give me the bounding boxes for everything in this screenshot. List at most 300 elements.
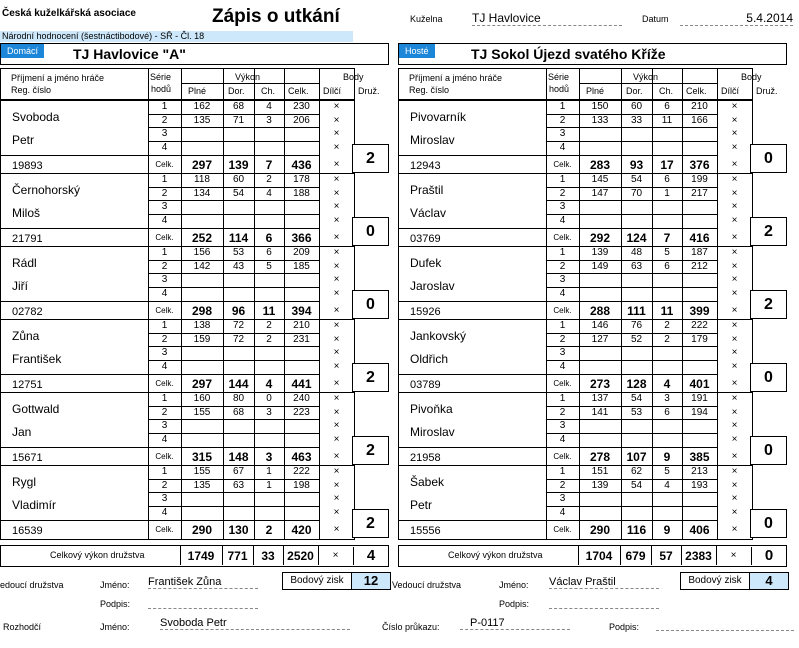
leader-name-label: Jméno: — [499, 580, 529, 590]
x-mark: × — [333, 378, 340, 389]
total-sum: 416 — [689, 231, 710, 245]
x-mark: × — [731, 101, 738, 112]
total-line — [399, 228, 717, 229]
summary-total: 2520 — [287, 549, 314, 563]
player-firstname: Petr — [12, 133, 35, 147]
series-number: 1 — [161, 393, 168, 404]
full-value: 139 — [591, 247, 609, 258]
leader-name-field: Václav Praštil — [549, 576, 659, 589]
x-mark: × — [731, 114, 738, 126]
x-mark: × — [731, 232, 738, 243]
series-number: 1 — [559, 393, 566, 404]
clear-value: 54 — [232, 187, 245, 199]
series-number: 4 — [559, 141, 566, 153]
player-surname: Černohorský — [12, 183, 81, 197]
x-mark: × — [731, 393, 738, 404]
full-value: 159 — [193, 333, 211, 345]
card-number-field: P-0117 — [460, 617, 570, 630]
total-full: 290 — [191, 523, 213, 537]
leader-sign-field — [549, 595, 659, 609]
player-reg-number: 15926 — [410, 306, 441, 318]
total-clear: 111 — [627, 304, 646, 318]
x-mark: × — [333, 320, 340, 331]
x-mark: × — [731, 274, 738, 285]
player-surname: Rádl — [12, 256, 37, 270]
series-number: 1 — [559, 174, 566, 185]
player-surname: Zůna — [12, 329, 40, 343]
referee-name-label: Jméno: — [100, 622, 130, 632]
clear-value: 33 — [630, 114, 643, 126]
player-points-box: 0 — [750, 363, 787, 392]
total-miss: 11 — [262, 304, 276, 318]
player-firstname: Petr — [410, 498, 433, 512]
full-value: 118 — [194, 174, 210, 185]
total-value: 240 — [293, 393, 310, 404]
clear-value: 54 — [630, 174, 643, 185]
total-value: 230 — [293, 101, 310, 112]
player-points-box: 0 — [750, 436, 787, 465]
total-value: 222 — [691, 320, 708, 331]
clear-value: 48 — [630, 247, 643, 258]
total-value: 194 — [691, 406, 708, 418]
clear-value: 70 — [630, 187, 643, 199]
player-reg-number: 21958 — [410, 452, 441, 464]
player-table — [0, 68, 355, 540]
player-points-box: 2 — [352, 363, 389, 392]
x-mark: × — [731, 187, 738, 199]
full-value: 134 — [193, 187, 211, 199]
total-value: 231 — [293, 333, 310, 345]
x-mark: × — [731, 320, 738, 331]
total-value: 199 — [691, 174, 708, 185]
summary-divider — [620, 545, 621, 565]
series-number: 2 — [161, 260, 168, 272]
series-number: 1 — [559, 320, 566, 331]
total-value: 188 — [293, 187, 310, 199]
org-name: Česká kuželkářská asociace — [2, 8, 136, 19]
x-mark: × — [731, 141, 738, 153]
total-miss: 4 — [663, 377, 671, 391]
player-firstname: Vladimír — [12, 498, 57, 512]
full-value: 146 — [591, 320, 609, 331]
player-firstname: Miroslav — [410, 133, 455, 147]
total-sum: 366 — [291, 231, 312, 245]
total-full: 278 — [589, 450, 611, 464]
player-table — [398, 68, 753, 540]
col-full: Plné — [586, 86, 605, 96]
total-miss: 7 — [663, 231, 671, 245]
venue-field: TJ Havlovice — [472, 11, 622, 26]
series-number: 3 — [559, 420, 566, 431]
x-mark: × — [333, 360, 340, 372]
player-firstname: Jaroslav — [410, 279, 455, 293]
x-mark: × — [333, 451, 340, 462]
total-miss: 9 — [663, 450, 671, 464]
x-mark: × — [731, 420, 738, 431]
series-number: 1 — [161, 247, 168, 258]
total-value: 206 — [293, 114, 310, 126]
player-surname: Dufek — [410, 256, 442, 270]
summary-full: 1749 — [187, 549, 215, 563]
leader-sign-label: Podpis: — [499, 599, 530, 609]
x-mark: × — [333, 260, 340, 272]
miss-value: 6 — [664, 260, 670, 272]
x-mark: × — [731, 159, 738, 170]
player-reg-number: 19893 — [12, 160, 43, 172]
total-full: 297 — [191, 377, 213, 391]
series-number: 2 — [161, 479, 168, 491]
x-mark: × — [333, 201, 340, 212]
total-sum: 394 — [291, 304, 312, 318]
full-value: 151 — [591, 466, 609, 477]
leader-sign-label: Podpis: — [100, 599, 131, 609]
series-number: 2 — [559, 479, 566, 491]
col-total: Celk. — [288, 86, 309, 96]
series-number: 4 — [559, 433, 566, 445]
col-reg: Reg. číslo — [409, 85, 450, 95]
clear-value: 68 — [232, 406, 245, 418]
player-reg-number: 02782 — [12, 306, 43, 318]
leader-label: edoucí družstva — [0, 580, 64, 590]
full-value: 127 — [591, 333, 609, 345]
player-surname: Jankovský — [410, 329, 467, 343]
clear-value: 68 — [232, 101, 245, 112]
x-mark: × — [333, 506, 340, 518]
total-label: Celk. — [155, 306, 174, 315]
x-mark: × — [731, 347, 738, 358]
x-mark: × — [731, 360, 738, 372]
x-mark: × — [731, 406, 738, 418]
total-label: Celk. — [155, 160, 174, 169]
miss-value: 4 — [266, 101, 272, 112]
leader-name-label: Jméno: — [100, 580, 130, 590]
total-line — [399, 155, 717, 156]
player-firstname: Miroslav — [410, 425, 455, 439]
total-clear: 93 — [629, 158, 644, 172]
x-mark: × — [333, 141, 340, 153]
miss-value: 2 — [664, 320, 670, 331]
series-number: 2 — [559, 333, 566, 345]
total-clear: 116 — [626, 523, 647, 537]
total-value: 193 — [691, 479, 708, 491]
x-mark: × — [333, 159, 340, 170]
player-firstname: Jan — [12, 425, 32, 439]
x-mark: × — [731, 260, 738, 272]
total-line — [1, 520, 319, 521]
total-value: 213 — [691, 466, 708, 477]
full-value: 145 — [591, 174, 609, 185]
col-series: Série — [548, 72, 570, 82]
player-firstname: Miloš — [12, 206, 41, 220]
col-total: Celk. — [686, 86, 707, 96]
col-partial: Dílčí — [721, 86, 739, 96]
x-mark: × — [731, 305, 738, 316]
miss-value: 1 — [266, 479, 272, 491]
summary-divider — [716, 545, 717, 565]
miss-value: 6 — [266, 247, 272, 258]
total-label: Celk. — [553, 452, 572, 461]
bonus-label: Bodový zisk — [680, 572, 750, 590]
x-mark: × — [333, 305, 340, 316]
summary-divider — [253, 545, 254, 565]
miss-value: 5 — [664, 466, 670, 477]
full-value: 141 — [591, 406, 609, 418]
col-miss: Ch. — [261, 86, 276, 96]
miss-value: 3 — [266, 114, 272, 126]
x-mark: × — [333, 433, 340, 445]
total-clear: 124 — [626, 231, 647, 245]
x-mark: × — [333, 247, 340, 258]
total-miss: 4 — [265, 377, 273, 391]
miss-value: 3 — [664, 393, 670, 404]
leader-name-field: František Zůna — [148, 576, 258, 589]
team-name: TJ Sokol Újezd svatého Kříže — [471, 46, 666, 62]
team-name-bar — [0, 43, 389, 65]
series-number: 4 — [161, 141, 168, 153]
x-mark: × — [333, 393, 340, 404]
series-number: 4 — [559, 360, 566, 372]
player-points-box: 0 — [750, 509, 787, 538]
series-number: 1 — [559, 101, 566, 112]
total-value: 191 — [691, 393, 708, 404]
col-partial: Dílčí — [323, 86, 341, 96]
total-line — [399, 447, 717, 448]
full-value: 162 — [193, 101, 211, 112]
total-line — [399, 374, 717, 375]
total-full: 298 — [191, 304, 213, 318]
player-points-box: 2 — [750, 217, 787, 246]
clear-value: 53 — [232, 247, 245, 258]
full-value: 139 — [591, 479, 609, 491]
clear-value: 71 — [232, 114, 245, 126]
series-number: 2 — [559, 406, 566, 418]
series-number: 1 — [559, 247, 566, 258]
total-clear: 128 — [626, 377, 647, 391]
team-tag: Hosté — [399, 44, 435, 58]
miss-value: 6 — [664, 174, 670, 185]
col-player: Příjmení a jméno hráče — [409, 73, 503, 83]
x-mark: × — [333, 187, 340, 199]
x-mark: × — [333, 420, 340, 431]
clear-value: 60 — [232, 174, 245, 185]
x-mark: × — [731, 174, 738, 185]
x-mark: × — [333, 406, 340, 418]
series-number: 3 — [559, 274, 566, 285]
series-number: 3 — [161, 493, 168, 504]
clear-value: 54 — [630, 393, 643, 404]
total-full: 288 — [589, 304, 611, 318]
total-value: 222 — [293, 466, 310, 477]
series-number: 3 — [161, 201, 168, 212]
player-firstname: František — [12, 352, 62, 366]
summary-label: Celkový výkon družstva — [448, 550, 543, 560]
x-mark: × — [333, 101, 340, 112]
total-sum: 436 — [291, 158, 312, 172]
total-full: 252 — [191, 231, 213, 245]
x-mark: × — [731, 247, 738, 258]
x-mark: × — [731, 524, 738, 535]
clear-value: 63 — [630, 260, 643, 272]
x-mark: × — [731, 466, 738, 477]
total-label: Celk. — [155, 452, 174, 461]
x-mark: × — [731, 493, 738, 504]
col-points: Body — [343, 72, 364, 82]
summary-miss: 33 — [261, 549, 275, 563]
total-clear: 144 — [228, 377, 249, 391]
full-value: 156 — [193, 247, 211, 258]
total-miss: 7 — [265, 158, 273, 172]
full-value: 135 — [193, 114, 211, 126]
series-number: 4 — [161, 360, 168, 372]
x-mark: × — [731, 287, 738, 299]
clear-value: 60 — [630, 101, 643, 112]
summary-x: × — [332, 550, 339, 561]
clear-value: 72 — [232, 333, 245, 345]
clear-value: 80 — [232, 393, 245, 404]
player-points-box: 2 — [352, 144, 389, 173]
total-line — [1, 155, 319, 156]
col-player: Příjmení a jméno hráče — [11, 73, 105, 83]
bonus-label: Bodový zisk — [282, 572, 352, 590]
clear-value: 43 — [232, 260, 245, 272]
total-clear: 148 — [228, 450, 249, 464]
total-sum: 385 — [689, 450, 710, 464]
x-mark: × — [333, 524, 340, 535]
miss-value: 4 — [266, 187, 272, 199]
total-full: 315 — [191, 450, 213, 464]
full-value: 137 — [591, 393, 609, 404]
referee-name-field: Svoboda Petr — [160, 617, 350, 630]
total-clear: 96 — [231, 304, 246, 318]
x-mark: × — [731, 433, 738, 445]
series-number: 3 — [161, 128, 168, 139]
series-number: 3 — [559, 128, 566, 139]
col-team: Druž. — [756, 86, 778, 96]
clear-value: 53 — [630, 406, 643, 418]
total-value: 179 — [691, 333, 708, 345]
player-surname: Pivovarník — [410, 110, 467, 124]
team-tag: Domácí — [1, 44, 44, 58]
col-clear: Dor. — [228, 86, 245, 96]
x-mark: × — [333, 287, 340, 299]
series-number: 1 — [161, 320, 168, 331]
series-number: 4 — [559, 214, 566, 226]
miss-value: 2 — [266, 174, 272, 185]
summary-label: Celkový výkon družstva — [50, 550, 145, 560]
summary-divider — [222, 545, 223, 565]
col-clear: Dor. — [626, 86, 643, 96]
series-number: 3 — [161, 347, 168, 358]
col-team: Druž. — [358, 86, 380, 96]
total-line — [1, 374, 319, 375]
miss-value: 3 — [266, 406, 272, 418]
total-clear: 130 — [228, 523, 249, 537]
x-mark: × — [333, 347, 340, 358]
perf-subline — [579, 83, 717, 84]
leader-sign-field — [148, 595, 258, 609]
series-number: 3 — [559, 347, 566, 358]
total-value: 185 — [293, 260, 310, 272]
x-mark: × — [333, 493, 340, 504]
series-number: 3 — [161, 274, 168, 285]
summary-clear: 679 — [625, 549, 646, 563]
referee-sign-label: Podpis: — [609, 622, 640, 632]
full-value: 155 — [193, 466, 211, 477]
x-mark: × — [333, 174, 340, 185]
player-reg-number: 16539 — [12, 525, 43, 537]
player-surname: Šabek — [410, 475, 445, 489]
series-number: 4 — [559, 506, 566, 518]
total-miss: 6 — [265, 231, 273, 245]
col-miss: Ch. — [659, 86, 674, 96]
miss-value: 5 — [664, 247, 670, 258]
total-full: 292 — [589, 231, 611, 245]
player-reg-number: 15671 — [12, 452, 43, 464]
series-number: 4 — [161, 287, 168, 299]
total-label: Celk. — [553, 160, 572, 169]
total-sum: 399 — [689, 304, 710, 318]
miss-value: 2 — [266, 333, 272, 345]
series-number: 4 — [161, 506, 168, 518]
total-clear: 139 — [228, 158, 249, 172]
total-value: 209 — [293, 247, 310, 258]
team-name: TJ Havlovice "A" — [73, 46, 186, 62]
col-full: Plné — [188, 86, 207, 96]
player-firstname: Jiří — [12, 279, 28, 293]
total-value: 212 — [691, 260, 708, 272]
series-number: 2 — [559, 260, 566, 272]
total-value: 178 — [293, 174, 310, 185]
total-miss: 17 — [660, 158, 674, 172]
team-name-bar — [398, 43, 787, 65]
miss-value: 1 — [664, 187, 670, 199]
clear-value: 76 — [630, 320, 643, 331]
total-value: 223 — [293, 406, 310, 418]
player-points-box: 0 — [750, 144, 787, 173]
total-full: 297 — [191, 158, 213, 172]
total-sum: 376 — [689, 158, 710, 172]
total-line — [1, 301, 319, 302]
player-reg-number: 03789 — [410, 379, 441, 391]
player-surname: Rygl — [12, 475, 37, 489]
full-value: 138 — [193, 320, 211, 331]
summary-divider — [578, 545, 579, 565]
col-throws: hodů — [549, 84, 570, 94]
total-sum: 441 — [291, 377, 312, 391]
full-value: 133 — [591, 114, 609, 126]
series-number: 2 — [161, 187, 168, 199]
x-mark: × — [731, 451, 738, 462]
total-value: 166 — [691, 114, 708, 126]
player-reg-number: 12751 — [12, 379, 43, 391]
series-number: 2 — [161, 333, 168, 345]
full-value: 142 — [193, 260, 211, 272]
total-miss: 3 — [265, 450, 273, 464]
summary-divider — [283, 545, 284, 565]
player-reg-number: 21791 — [12, 233, 43, 245]
series-number: 2 — [161, 406, 168, 418]
miss-value: 5 — [266, 260, 272, 272]
total-line — [1, 228, 319, 229]
col-series: Série — [150, 72, 172, 82]
total-miss: 11 — [660, 304, 674, 318]
total-label: Celk. — [155, 525, 174, 534]
x-mark: × — [731, 128, 738, 139]
full-value: 155 — [193, 406, 211, 418]
full-value: 135 — [193, 479, 211, 491]
total-value: 217 — [691, 187, 708, 199]
miss-value: 2 — [266, 320, 272, 331]
